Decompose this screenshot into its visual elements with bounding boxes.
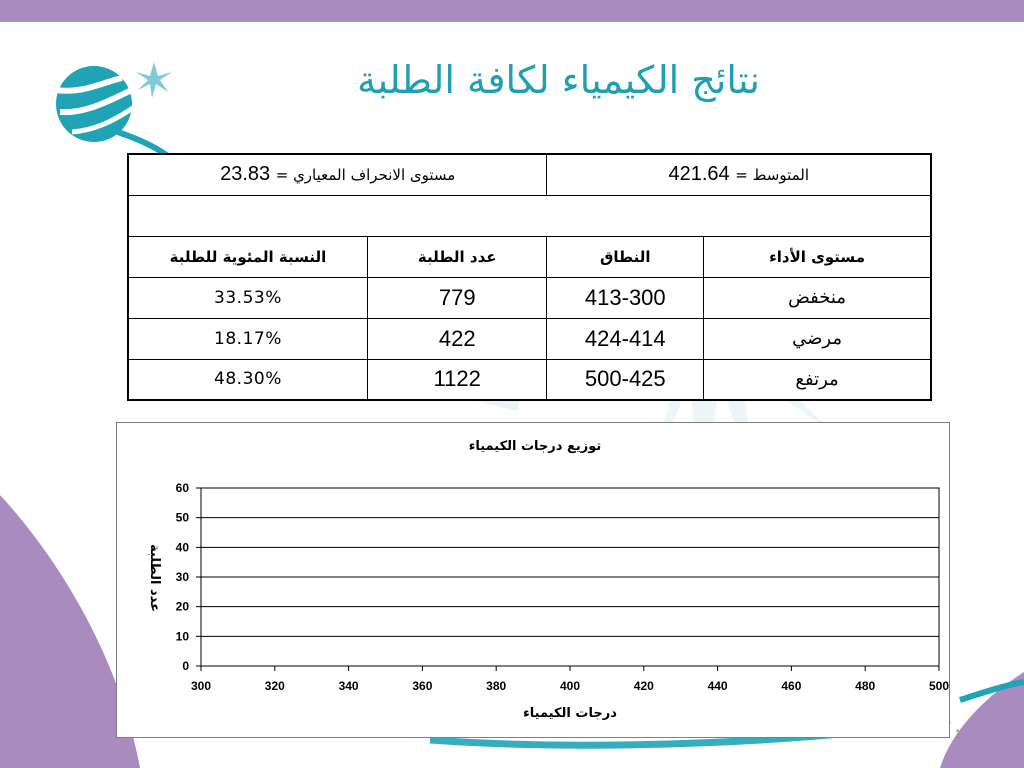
row-percent: 33.53% <box>128 277 367 318</box>
y-tick-label: 40 <box>175 540 189 555</box>
table-row <box>128 318 931 359</box>
x-tick-label: 320 <box>264 679 285 693</box>
x-axis-label: درجات الكيمياء <box>523 706 617 721</box>
row-count: 422 <box>367 318 547 359</box>
row-level: مرضي <box>704 318 931 359</box>
row-level: منخفض <box>704 277 931 318</box>
row-range: 413-300 <box>547 277 704 318</box>
row-count: 1122 <box>367 359 547 400</box>
header-level: مستوى الأداء <box>704 236 931 277</box>
table-row <box>128 277 931 318</box>
mean-cell <box>547 154 931 195</box>
mean-value: 421.64 <box>668 163 730 186</box>
row-range: 500-425 <box>547 359 704 400</box>
y-tick-label: 10 <box>175 629 189 644</box>
header-row <box>128 236 931 277</box>
table-row <box>128 359 931 400</box>
blank-row <box>128 195 931 236</box>
star-swoosh-logo-icon <box>52 60 182 160</box>
row-count: 779 <box>367 277 547 318</box>
distribution-chart <box>116 422 950 738</box>
x-tick-label: 480 <box>855 679 876 693</box>
y-tick-label: 20 <box>175 599 189 614</box>
chart-title: توزيع درجات الكيمياء <box>468 439 602 454</box>
header-percent: النسبة المئوية للطلبة <box>128 236 367 277</box>
x-tick-label: 440 <box>707 679 728 693</box>
x-tick-label: 300 <box>190 679 212 693</box>
y-tick-label: 50 <box>175 510 189 525</box>
row-percent: 18.17% <box>128 318 367 359</box>
std-label: مستوى الانحراف المعياري = <box>275 166 456 185</box>
mean-label: المتوسط = <box>735 166 810 185</box>
header-count: عدد الطلبة <box>367 236 547 277</box>
x-tick-label: 380 <box>486 679 507 693</box>
x-tick-label: 460 <box>781 679 802 693</box>
results-table <box>127 153 932 401</box>
x-tick-label: 500 <box>928 679 950 693</box>
x-tick-label: 340 <box>338 679 359 693</box>
slide-title: نتائج الكيمياء لكافة الطلبة <box>357 58 760 102</box>
y-tick-label: 30 <box>175 570 189 584</box>
page-number: 1 <box>954 727 962 741</box>
std-value: 23.83 <box>220 163 271 186</box>
std-cell <box>128 154 547 195</box>
chart-canvas <box>117 423 951 739</box>
y-tick-label: 0 <box>182 659 189 673</box>
y-tick-label: 60 <box>175 481 189 495</box>
header-range: النطاق <box>547 236 704 277</box>
row-percent: 48.30% <box>128 359 367 400</box>
x-tick-label: 400 <box>559 679 581 693</box>
stats-row <box>128 154 931 195</box>
row-range: 424-414 <box>547 318 704 359</box>
x-tick-label: 360 <box>412 679 433 693</box>
x-tick-label: 420 <box>633 679 654 693</box>
row-level: مرتفع <box>704 359 931 400</box>
y-axis-label: عدد الطلبة <box>147 543 162 613</box>
